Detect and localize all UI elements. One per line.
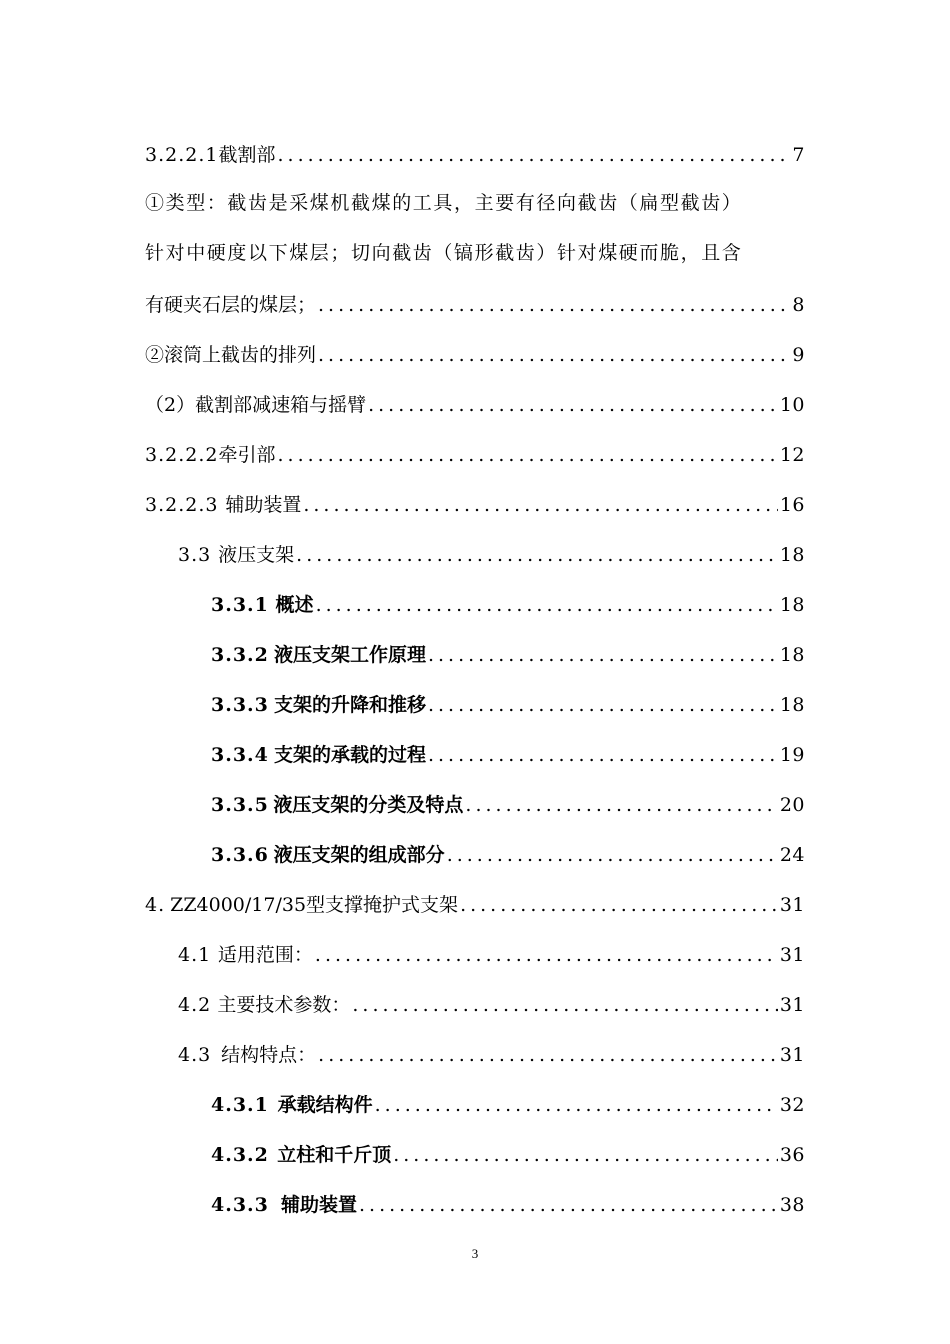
toc-page: 24	[779, 844, 805, 866]
toc-page: 38	[779, 1194, 805, 1216]
toc-leader	[428, 742, 778, 768]
toc-page: 31	[779, 994, 805, 1016]
toc-title: 概述	[275, 594, 314, 616]
toc-page: 31	[779, 1044, 805, 1066]
toc-page: 18	[779, 544, 805, 566]
toc-number: 3.2.2.2	[145, 444, 219, 466]
toc-title: 液压支架	[218, 544, 295, 566]
toc-number: 4.1	[178, 944, 212, 966]
toc-number: 4.2	[178, 994, 212, 1016]
toc-number: 3.3.4	[211, 744, 269, 766]
toc-leader	[460, 892, 778, 918]
toc-entry	[0, 578, 950, 628]
toc-entry	[0, 828, 950, 878]
toc-entry	[0, 1128, 950, 1178]
toc-title: 适用范围：	[217, 944, 313, 966]
toc-leader	[428, 642, 778, 668]
toc-entry	[0, 628, 950, 678]
toc-leader	[318, 342, 790, 368]
toc-leader	[278, 142, 791, 168]
toc-title: 辅助装置	[225, 494, 302, 516]
toc-page: 18	[779, 694, 805, 716]
toc-entry	[0, 428, 950, 478]
toc-title: （2）截割部减速箱与摇臂	[145, 394, 367, 416]
toc-entry	[0, 1028, 950, 1078]
toc-entry	[0, 478, 950, 528]
toc-leader	[296, 542, 778, 568]
toc-leader	[352, 992, 777, 1018]
toc-page: 36	[779, 1144, 805, 1166]
toc-title: 辅助装置	[280, 1194, 357, 1216]
toc-entry	[0, 978, 950, 1028]
toc-number: 3.2.2.3	[145, 494, 219, 516]
toc-leader	[318, 1042, 778, 1068]
toc-title: 液压支架的分类及特点	[273, 794, 464, 816]
toc-entry	[0, 378, 950, 428]
toc-text: 针对中硬度以下煤层；切向截齿（镐形截齿）针对煤硬而脆，且含	[145, 242, 743, 264]
toc-page: 9	[792, 344, 805, 366]
toc-number: 4.3.2	[211, 1144, 269, 1166]
toc-page: 20	[779, 794, 805, 816]
toc-title: 立柱和千斤顶	[277, 1144, 392, 1166]
toc-entry	[0, 928, 950, 978]
toc-leader	[278, 442, 778, 468]
toc-title: ②滚筒上截齿的排列	[145, 344, 317, 366]
toc-title: 主要技术参数：	[217, 994, 351, 1016]
toc-title: 牵引部	[218, 444, 276, 466]
toc-number: 3.3.3	[211, 694, 269, 716]
toc-entry	[0, 878, 950, 928]
toc-leader	[359, 1192, 778, 1218]
toc-title: 结构特点：	[221, 1044, 317, 1066]
table-of-contents	[0, 128, 950, 1228]
toc-entry	[0, 678, 950, 728]
toc-entry	[0, 128, 950, 178]
toc-number: 3.3.5	[211, 794, 269, 816]
toc-title: 支架的升降和推移	[273, 694, 426, 716]
toc-entry	[0, 1078, 950, 1128]
toc-leader	[447, 842, 778, 868]
toc-text: ①类型：截齿是采煤机截煤的工具，主要有径向截齿（扁型截齿）	[145, 192, 743, 214]
toc-page: 32	[779, 1094, 805, 1116]
toc-page: 18	[779, 644, 805, 666]
toc-page: 19	[779, 744, 805, 766]
toc-leader	[368, 392, 778, 418]
toc-page: 31	[779, 894, 805, 916]
toc-number: 4.3.3	[211, 1194, 269, 1216]
toc-title: 承载结构件	[277, 1094, 373, 1116]
toc-leader	[465, 792, 777, 818]
toc-title: 液压支架工作原理	[273, 644, 426, 666]
toc-number: 3.3.6	[211, 844, 269, 866]
toc-number: 4.	[145, 894, 166, 916]
page-number: 3	[471, 1246, 479, 1261]
toc-page: 18	[779, 594, 805, 616]
toc-entry	[0, 1178, 950, 1228]
toc-title: 液压支架的组成部分	[273, 844, 445, 866]
toc-number: 3.2.2.1	[145, 144, 219, 166]
toc-paragraph-line	[0, 228, 950, 278]
toc-leader	[428, 692, 778, 718]
toc-title: 截割部	[218, 144, 276, 166]
toc-number: 3.3.2	[211, 644, 269, 666]
toc-leader	[316, 592, 778, 618]
toc-page: 10	[779, 394, 805, 416]
toc-page: 8	[792, 294, 805, 316]
toc-leader	[393, 1142, 778, 1168]
toc-entry	[0, 328, 950, 378]
toc-title: 有硬夹石层的煤层；	[145, 294, 317, 316]
toc-leader	[375, 1092, 778, 1118]
toc-number: 3.3.1	[211, 594, 269, 616]
toc-number: 4.3.1	[211, 1094, 269, 1116]
toc-page: 16	[779, 494, 805, 516]
toc-entry	[0, 728, 950, 778]
toc-entry	[0, 778, 950, 828]
toc-title: 支架的承载的过程	[273, 744, 426, 766]
toc-leader	[315, 942, 778, 968]
toc-page: 31	[779, 944, 805, 966]
toc-entry	[0, 528, 950, 578]
toc-entry	[0, 278, 950, 328]
toc-number: 3.3	[178, 544, 212, 566]
toc-leader	[318, 292, 790, 318]
toc-number: 4.3	[178, 1044, 212, 1066]
toc-page: 12	[779, 444, 805, 466]
toc-paragraph-line	[0, 178, 950, 228]
toc-leader	[303, 492, 777, 518]
toc-title: ZZ4000/17/35型支撑掩护式支架	[170, 894, 459, 916]
toc-page: 7	[792, 144, 805, 166]
